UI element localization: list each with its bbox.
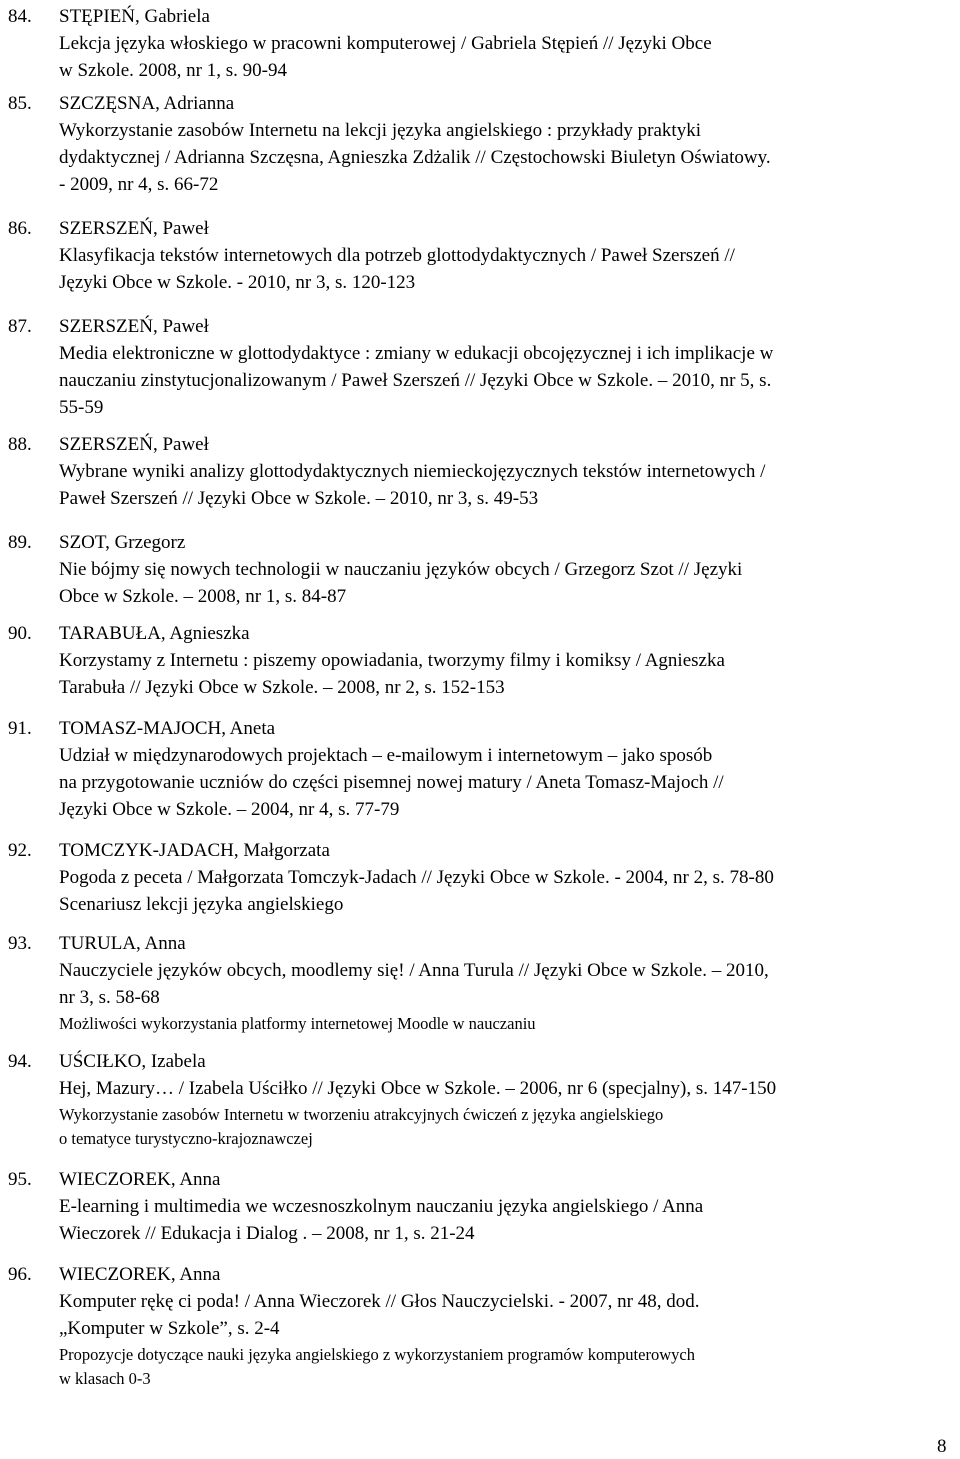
entry-annotation-line: o tematyce turystyczno-krajoznawczej (59, 1129, 313, 1148)
entry-author: TOMASZ-MAJOCH, Aneta (59, 718, 276, 739)
entry-number: 95. (8, 1169, 32, 1190)
entry-description-line: - 2009, nr 4, s. 66-72 (59, 174, 219, 195)
entry-description-line: Media elektroniczne w glottodydaktyce : zmiany w edukacji obcojęzycznej i ich implikacje w (59, 343, 774, 364)
entry-author: SZCZĘSNA, Adrianna (59, 93, 235, 114)
entry-annotation-line: w klasach 0-3 (59, 1369, 151, 1388)
entry-number: 86. (8, 218, 32, 239)
entry-description-line: Języki Obce w Szkole. – 2004, nr 4, s. 77-79 (59, 799, 400, 820)
entry-number: 85. (8, 93, 32, 114)
entry-description-line: Nauczyciele języków obcych, moodlemy się! / Anna Turula // Języki Obce w Szkole. – 2010, (59, 960, 769, 981)
entry-description-line: Hej, Mazury… / Izabela Uściłko // Języki Obce w Szkole. – 2006, nr 6 (specjalny), s. 147-150 (59, 1078, 777, 1099)
entry-author: STĘPIEŃ, Gabriela (59, 6, 210, 27)
entry-author: TARABUŁA, Agnieszka (59, 623, 250, 644)
entry-author: TOMCZYK-JADACH, Małgorzata (59, 840, 330, 861)
entry-number: 84. (8, 6, 32, 27)
entry-description-line: Paweł Szerszeń // Języki Obce w Szkole. – 2010, nr 3, s. 49-53 (59, 488, 539, 509)
entry-description-line: w Szkole. 2008, nr 1, s. 90-94 (59, 60, 287, 81)
entry-annotation-line: Możliwości wykorzystania platformy internetowej Moodle w nauczaniu (59, 1014, 536, 1033)
entry-description-line: Tarabuła // Języki Obce w Szkole. – 2008, nr 2, s. 152-153 (59, 677, 505, 698)
entry-description-line: Nie bójmy się nowych technologii w nauczaniu języków obcych / Grzegorz Szot // Języki (59, 559, 743, 580)
entry-author: SZOT, Grzegorz (59, 532, 186, 553)
entry-number: 96. (8, 1264, 32, 1285)
entry-author: SZERSZEŃ, Paweł (59, 218, 209, 239)
entry-description-line: 55-59 (59, 397, 104, 418)
entry-number: 91. (8, 718, 32, 739)
entry-description-line: Klasyfikacja tekstów internetowych dla potrzeb glottodydaktycznych / Paweł Szerszeń // (59, 245, 735, 266)
entry-number: 93. (8, 933, 32, 954)
entry-number: 92. (8, 840, 32, 861)
entry-author: UŚCIŁKO, Izabela (59, 1051, 206, 1072)
entry-number: 87. (8, 316, 32, 337)
entry-description-line: Języki Obce w Szkole. - 2010, nr 3, s. 120-123 (59, 272, 416, 293)
entry-description-line: dydaktycznej / Adrianna Szczęsna, Agnieszka Zdżalik // Częstochowski Biuletyn Oświatowy. (59, 147, 771, 168)
entry-description-line: Udział w międzynarodowych projektach – e-mailowym i internetowym – jako sposób (59, 745, 713, 766)
entry-annotation-line: Wykorzystanie zasobów Internetu w tworzeniu atrakcyjnych ćwiczeń z języka angielskiego (59, 1105, 664, 1124)
entry-description-line: Wykorzystanie zasobów Internetu na lekcji języka angielskiego : przykłady praktyki (59, 120, 701, 141)
entry-number: 88. (8, 434, 32, 455)
entry-number: 94. (8, 1051, 32, 1072)
entry-author: SZERSZEŃ, Paweł (59, 434, 209, 455)
entry-author: WIECZOREK, Anna (59, 1169, 221, 1190)
entry-number: 90. (8, 623, 32, 644)
entry-description-line: „Komputer w Szkole”, s. 2-4 (59, 1318, 280, 1339)
entry-description-line: na przygotowanie uczniów do części pisemnej nowej matury / Aneta Tomasz-Majoch // (59, 772, 724, 793)
entry-description-line: Scenariusz lekcji języka angielskiego (59, 894, 344, 915)
entry-number: 89. (8, 532, 32, 553)
entry-description-line: Wybrane wyniki analizy glottodydaktycznych niemieckojęzycznych tekstów internetowych / (59, 461, 766, 482)
entry-description-line: Wieczorek // Edukacja i Dialog . – 2008, nr 1, s. 21-24 (59, 1223, 475, 1244)
entry-description-line: Korzystamy z Internetu : piszemy opowiadania, tworzymy filmy i komiksy / Agnieszka (59, 650, 725, 671)
entry-author: WIECZOREK, Anna (59, 1264, 221, 1285)
entry-author: TURULA, Anna (59, 933, 186, 954)
entry-description-line: nr 3, s. 58-68 (59, 987, 160, 1008)
page-number: 8 (937, 1436, 947, 1457)
entry-author: SZERSZEŃ, Paweł (59, 316, 209, 337)
entry-description-line: Lekcja języka włoskiego w pracowni komputerowej / Gabriela Stępień // Języki Obce (59, 33, 712, 54)
entry-description-line: nauczaniu zinstytucjonalizowanym / Paweł Szerszeń // Języki Obce w Szkole. – 2010, nr 5, s. (59, 370, 772, 391)
entry-description-line: Komputer rękę ci poda! / Anna Wieczorek // Głos Nauczycielski. - 2007, nr 48, dod. (59, 1291, 700, 1312)
entry-annotation-line: Propozycje dotyczące nauki języka angielskiego z wykorzystaniem programów komputerowych (59, 1345, 695, 1364)
entry-description-line: E-learning i multimedia we wczesnoszkolnym nauczaniu języka angielskiego / Anna (59, 1196, 704, 1217)
entry-description-line: Pogoda z peceta / Małgorzata Tomczyk-Jadach // Języki Obce w Szkole. - 2004, nr 2, s. 78-80 (59, 867, 774, 888)
entry-description-line: Obce w Szkole. – 2008, nr 1, s. 84-87 (59, 586, 347, 607)
